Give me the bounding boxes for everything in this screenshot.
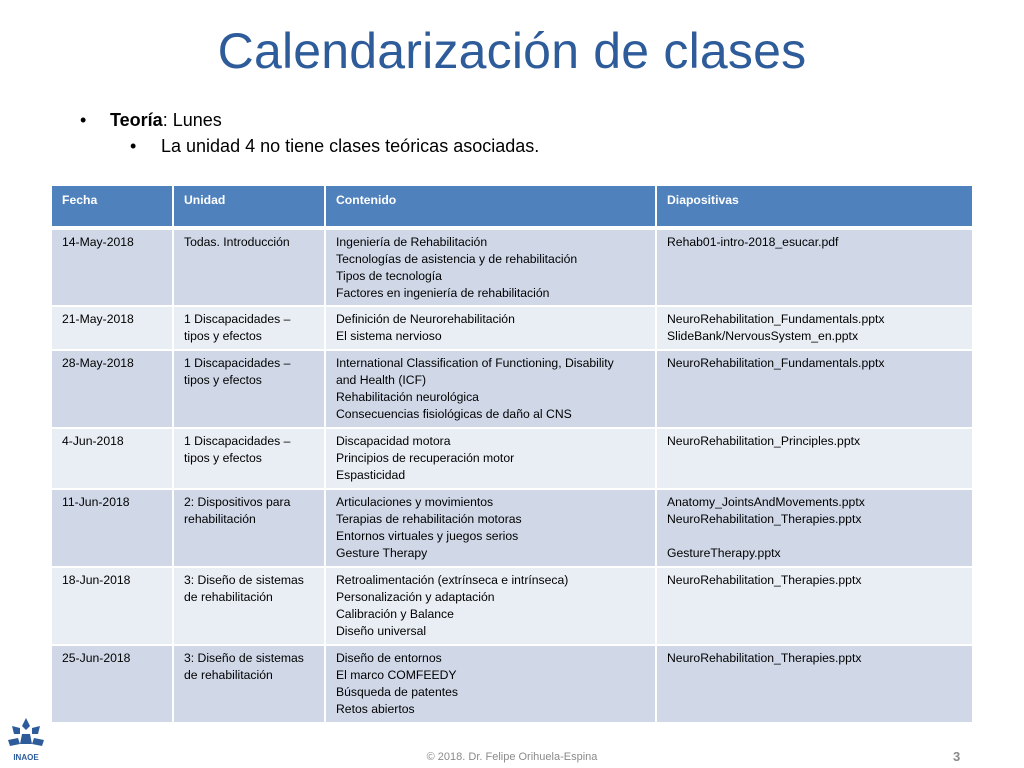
cell-fecha: 4-Jun-2018 (51, 428, 173, 489)
cell-line: 2: Dispositivos para (184, 495, 291, 509)
header-diapositivas: Diapositivas (656, 185, 973, 228)
cell-line: Todas. Introducción (184, 235, 290, 249)
cell-line: 1 Discapacidades – (184, 312, 291, 326)
cell-line: Rehab01-intro-2018_esucar.pdf (667, 235, 839, 249)
bullet-item-teoria (80, 108, 539, 132)
cell-unidad (173, 306, 325, 350)
bullet-text: La unidad 4 no tiene clases teóricas asociadas. (161, 136, 540, 156)
cell-line: SlideBank/NervousSystem_en.pptx (667, 329, 859, 343)
cell-unidad (173, 350, 325, 428)
cell-line: Factores en ingeniería de rehabilitación (336, 286, 550, 300)
cell-fecha: 18-Jun-2018 (51, 567, 173, 645)
table-row (51, 428, 973, 489)
cell-diapositivas (656, 645, 973, 723)
cell-line: Ingeniería de Rehabilitación (336, 235, 488, 249)
cell-line: Rehabilitación neurológica (336, 390, 479, 404)
cell-contenido (325, 645, 656, 723)
header-contenido: Contenido (325, 185, 656, 228)
cell-diapositivas (656, 228, 973, 306)
cell-line: de rehabilitación (184, 590, 273, 604)
cell-line: Articulaciones y movimientos (336, 495, 494, 509)
cell-line: de rehabilitación (184, 668, 273, 682)
cell-line: NeuroRehabilitation_Principles.pptx (667, 434, 861, 448)
table-header-row (51, 185, 973, 228)
cell-line: Principios de recuperación motor (336, 451, 515, 465)
cell-line: Tipos de tecnología (336, 269, 442, 283)
cell-line: NeuroRehabilitation_Fundamentals.pptx (667, 356, 885, 370)
table-row (51, 645, 973, 723)
cell-line: Entornos virtuales y juegos serios (336, 529, 519, 543)
cell-line: 1 Discapacidades – (184, 434, 291, 448)
cell-line: Diseño de entornos (336, 651, 442, 665)
schedule-table (50, 184, 974, 724)
bullet-item-unidad4 (130, 134, 539, 158)
cell-line: GestureTherapy.pptx (667, 546, 781, 560)
cell-diapositivas (656, 428, 973, 489)
table-row (51, 567, 973, 645)
cell-unidad (173, 228, 325, 306)
cell-line: 3: Diseño de sistemas (184, 573, 304, 587)
cell-diapositivas (656, 567, 973, 645)
footer-copyright: © 2018. Dr. Felipe Orihuela-Espina (426, 751, 598, 763)
cell-line: Terapias de rehabilitación motoras (336, 512, 522, 526)
cell-line: El marco COMFEEDY (336, 668, 457, 682)
cell-line: Retroalimentación (extrínseca e intrínseca) (336, 573, 569, 587)
cell-fecha: 11-Jun-2018 (51, 489, 173, 567)
cell-line: NeuroRehabilitation_Therapies.pptx (667, 651, 862, 665)
cell-line: Búsqueda de patentes (336, 685, 458, 699)
cell-line: Definición de Neurorehabilitación (336, 312, 515, 326)
cell-fecha: 25-Jun-2018 (51, 645, 173, 723)
cell-diapositivas (656, 350, 973, 428)
cell-line: International Classification of Functioning, Disability (336, 356, 614, 370)
cell-line: Tecnologías de asistencia y de rehabilitación (336, 252, 578, 266)
cell-fecha: 21-May-2018 (51, 306, 173, 350)
cell-contenido (325, 567, 656, 645)
table-row (51, 306, 973, 350)
cell-line: Discapacidad motora (336, 434, 451, 448)
cell-line: Retos abiertos (336, 702, 415, 716)
cell-contenido (325, 428, 656, 489)
cell-line: 3: Diseño de sistemas (184, 651, 304, 665)
cell-line: and Health (ICF) (336, 373, 427, 387)
cell-contenido (325, 228, 656, 306)
cell-fecha: 14-May-2018 (51, 228, 173, 306)
logo-text: INAOE (13, 753, 39, 762)
cell-unidad (173, 428, 325, 489)
cell-line: Diseño universal (336, 624, 427, 638)
cell-diapositivas (656, 306, 973, 350)
bullet-text: : Lunes (162, 110, 222, 130)
cell-line: Consecuencias fisiológicas de daño al CNS (336, 407, 572, 421)
cell-diapositivas (656, 489, 973, 567)
cell-line: tipos y efectos (184, 329, 262, 343)
table-body (51, 228, 973, 723)
cell-line: Anatomy_JointsAndMovements.pptx (667, 495, 865, 509)
bullet-glyph: • (130, 136, 137, 156)
cell-contenido (325, 489, 656, 567)
cell-fecha: 28-May-2018 (51, 350, 173, 428)
slide-title: Calendarización de clases (217, 23, 807, 79)
cell-line: NeuroRehabilitation_Fundamentals.pptx (667, 312, 885, 326)
cell-unidad (173, 567, 325, 645)
cell-line: Gesture Therapy (336, 546, 428, 560)
cell-line: El sistema nervioso (336, 329, 442, 343)
table-row (51, 489, 973, 567)
cell-line: rehabilitación (184, 512, 256, 526)
cell-contenido (325, 350, 656, 428)
table-row (51, 350, 973, 428)
bullet-glyph: • (80, 110, 87, 130)
cell-line: Espasticidad (336, 468, 406, 482)
cell-unidad (173, 645, 325, 723)
cell-unidad (173, 489, 325, 567)
header-unidad: Unidad (173, 185, 325, 228)
cell-line: NeuroRehabilitation_Therapies.pptx (667, 573, 862, 587)
page-number: 3 (953, 749, 961, 764)
cell-line: tipos y efectos (184, 373, 262, 387)
header-fecha: Fecha (51, 185, 173, 228)
table-row (51, 228, 973, 306)
cell-line (667, 528, 962, 545)
cell-line: Personalización y adaptación (336, 590, 495, 604)
bullet-list (80, 108, 539, 158)
cell-contenido (325, 306, 656, 350)
cell-line: NeuroRehabilitation_Therapies.pptx (667, 512, 862, 526)
cell-line: tipos y efectos (184, 451, 262, 465)
bullet-bold-label: Teoría (110, 110, 163, 130)
cell-line: Calibración y Balance (336, 607, 454, 621)
cell-line: 1 Discapacidades – (184, 356, 291, 370)
